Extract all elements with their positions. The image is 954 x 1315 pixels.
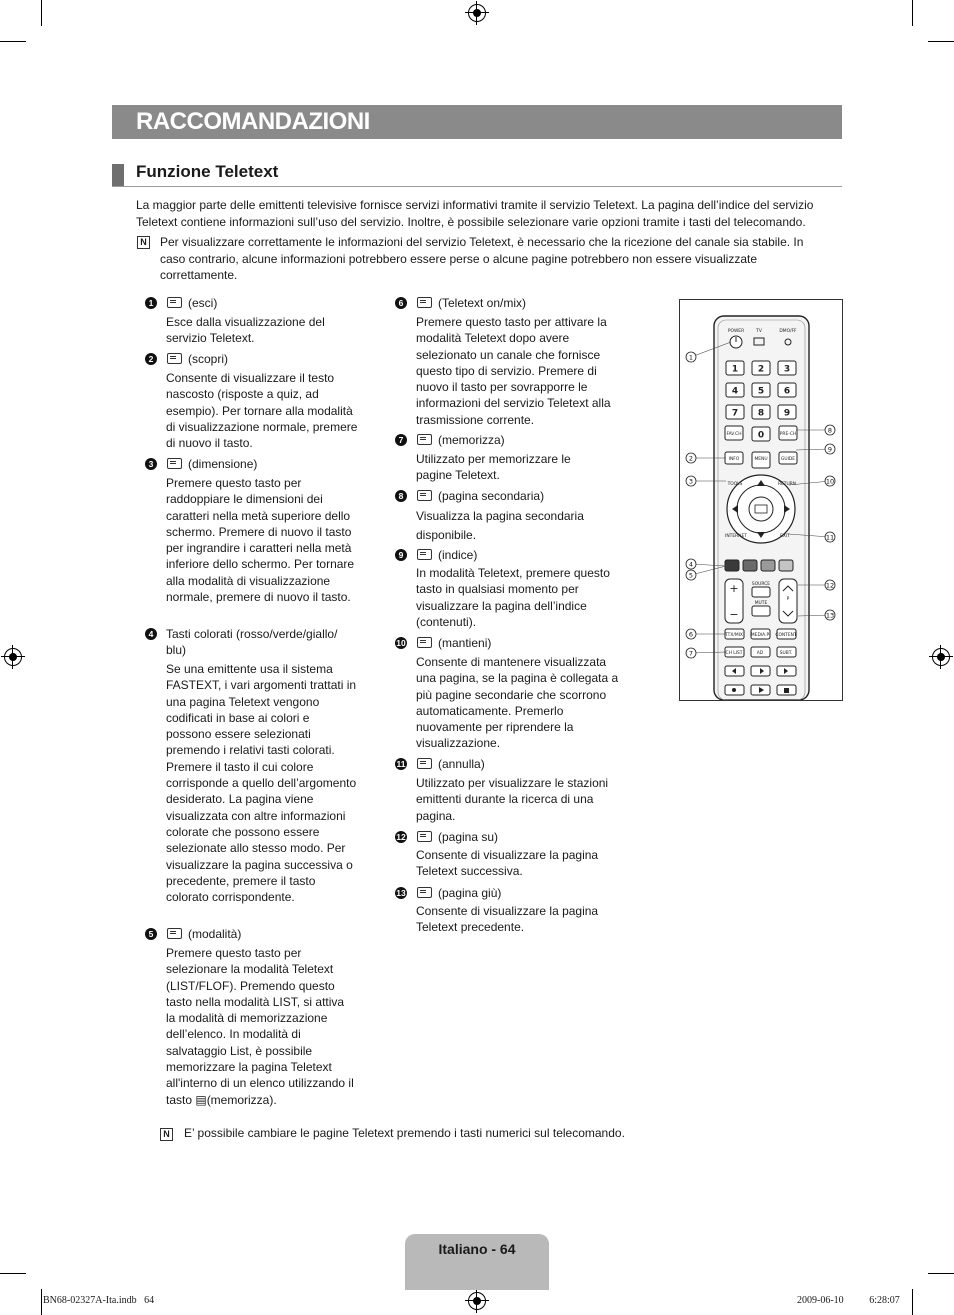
item-number: 11 [396,759,406,769]
crop-mark [912,1289,913,1315]
item-number: 7 [395,434,407,446]
page-title: RACCOMANDAZIONI [136,108,370,135]
remote-label: POWER [727,329,745,334]
callout-number: 5 [688,571,694,580]
remote-label: TV [756,329,762,334]
remote-label: INTERNET [725,534,747,539]
callout-number: 1 [688,353,694,362]
crop-mark [41,0,42,26]
item-number: 5 [145,928,157,940]
color-key [743,560,757,571]
remote-label: PRE-CH [779,432,797,437]
note-paragraph: E’ possibile cambiare le pagine Teletext premendo i tasti numerici sul telecomando. [184,1126,625,1140]
item-description: Premere questo tasto per attivare la modalità Teletext dopo avere selezionato un canale che fornisce questo tipo di servizio. Premere di nuovo il tasto per sovrapporre le informazioni del servizio Teletext alla trasmissione corrente. [416,315,611,427]
svg-text:5: 5 [757,386,765,397]
remote-control-icon [680,300,842,700]
callout-number: 2 [688,454,694,463]
subpage-key-icon [417,490,432,501]
reveal-key-icon [167,353,182,364]
section-title: Funzione Teletext [136,162,279,181]
digit-key-1 [726,361,744,375]
remote-label: TTX/MIX [725,633,743,638]
item-description: Utilizzato per visualizzare le stazioni emittenti durante la ricerca di una pagina. [416,776,609,823]
store-key-icon [417,434,432,445]
item-number: 2 [145,353,157,365]
item-number: 4 [145,628,157,640]
list-item [145,626,360,922]
remote-label: MUTE [754,601,768,606]
remote-label: MENU [754,457,768,462]
item-description: Consente di mantenere visualizzata una pagina, se la pagina è collegata a più pagine secondarie che scorrono automaticamente. Premerlo nuovamente per riprendere la visualizzazione. [416,655,619,751]
crop-mark [41,1289,42,1315]
svg-text:+: + [729,582,739,595]
crop-mark [928,41,954,42]
crop-mark [912,0,913,26]
exit-key-icon [167,297,182,308]
svg-text:1: 1 [731,364,739,375]
item-label: (pagina secondaria) [438,489,545,503]
item-description: Consente di visualizzare la pagina Teletext precedente. [416,904,599,935]
note-icon: N [137,236,150,249]
note-icon: N [160,1128,173,1141]
item-description: Se una emittente usa il sistema FASTEXT, i vari argomenti trattati in una pagina Teletext vengono codificati in base ai colori e possono essere selezionati premendo i relativi tasti colorati. Premere il tasto il cui colore corrisponde a quello dell’argomento desiderato. La pagina viene visualizzata con altre informazioni colorate che possono essere selezionate allo stesso modo. Per visualizzare la pagina successiva o precedente, premere il tasto colorato corrispondente. [166,662,357,905]
item-description: Consente di visualizzare la pagina Teletext successiva. [416,848,599,879]
remote-label: AD [756,651,764,656]
crop-mark [0,1273,26,1274]
svg-text:4: 4 [731,386,739,397]
list-item [145,351,360,455]
title-bar [112,105,842,139]
page-down-key-icon [417,887,432,898]
size-key-icon [167,458,182,469]
remote-label: SUBT. [779,651,793,656]
callout-number: 8 [827,426,833,435]
page-number-tab [405,1234,549,1290]
svg-text:7: 7 [731,408,739,419]
item-number: 1 [145,297,157,309]
page-number: Italiano - 64 [438,1241,516,1257]
digit-key-8 [752,405,770,419]
digit-key-3 [778,361,796,375]
digit-key-2 [752,361,770,375]
item-description: Premere questo tasto per selezionare la modalità Teletext (LIST/FLOF). Premendo questo tasto nella modalità LIST, si attiva la modalità di memorizzazione dell’elenco. In modalità di salvataggio List, è possibile memorizzare la pagina Teletext all'interno di un elenco utilizzando il tasto ▤(memorizza). [166,946,354,1107]
remote-label: INFO [728,457,740,462]
svg-text:−: − [729,608,739,621]
remote-label: FAV.CH [726,432,742,437]
svg-text:9: 9 [783,408,791,419]
callout-number: 3 [688,477,694,486]
callout-number: 12 [825,581,835,590]
remote-label: RETURN [777,482,797,487]
list-item [395,635,625,753]
print-date: 2009-06-10 ￿￿ 6:28:07 [797,1295,900,1306]
cancel-key-icon [417,758,432,769]
item-label: (pagina su) [438,830,499,844]
item-label: (indice) [438,548,478,562]
hold-key-icon [417,637,432,648]
callout-number: 6 [688,630,694,639]
registration-mark-icon [468,4,486,22]
callout-number: 11 [825,533,835,542]
digit-key-9 [778,405,796,419]
remote-label: MEDIA.P [750,633,770,638]
svg-text:0: 0 [757,430,765,441]
item-description: Utilizzato per memorizzare le pagine Teletext. [416,452,571,483]
digit-key-7 [726,405,744,419]
item-number: 8 [395,490,407,502]
callout-number: 9 [827,445,833,454]
digit-key-4 [726,383,744,397]
section-marker [112,164,124,186]
remote-label: EXIT [780,534,790,539]
crop-mark [928,1273,954,1274]
item-label: (modalità) [188,927,242,941]
list-item [395,885,625,937]
crop-mark [0,41,26,42]
item-description: Esce dalla visualizzazione del servizio Teletext. [166,315,325,346]
teletext-mix-key-icon [417,297,432,308]
item-label: (scopri) [188,352,229,366]
remote-label: TOOLS [727,482,743,487]
item-number: 10 [396,638,406,648]
item-description: Consente di visualizzare il testo nascosto (risposte a quiz, ad esempio). Per tornare alla modalità di visualizzazione normale, premere di nuovo il tasto. [166,371,358,451]
item-label: (annulla) [438,757,485,771]
color-key [779,560,793,571]
item-label: (memorizza) [438,433,505,447]
section-divider [112,186,842,187]
mode-key-icon [167,928,182,939]
registration-mark-icon [468,1292,486,1310]
index-key-icon [417,549,432,560]
list-item [395,432,625,484]
remote-label: CONTENT [775,633,797,638]
item-label: (esci) [188,296,218,310]
list-item [395,756,625,826]
digit-key-5 [752,383,770,397]
item-number: 3 [145,458,157,470]
list-item [395,488,625,544]
list-item [145,926,360,1108]
item-label: (pagina giù) [438,886,502,900]
item-description: Premere questo tasto per raddoppiare le dimensioni dei caratteri nella metà superiore dello schermo. Premere di nuovo il tasto per ingrandire i caratteri nella metà inferiore dello schermo. Per tornare alla modalità di visualizzazione normale, premere di nuovo il tasto. [166,476,355,605]
remote-label: P [786,597,790,602]
item-number: 6 [395,297,407,309]
note-paragraph: Per visualizzare correttamente le informazioni del servizio Teletext, è necessario che la ricezione del canale sia stabile. In caso contrario, alcune informazioni potrebbero essere perse o alcune pagine potrebbero non essere visualizzate correttamente. [160,235,804,282]
list-item [145,295,360,345]
item-number: 9 [395,549,407,561]
list-item [145,456,360,624]
svg-text:3: 3 [783,364,791,375]
digit-key-0 [752,427,770,441]
digit-key-6 [778,383,796,397]
callout-number: 7 [688,649,694,658]
page-up-key-icon [417,831,432,842]
item-description: Visualizza la pagina secondaria disponibile. [416,509,584,542]
list-item [395,829,625,881]
remote-label: CH LIST [725,651,743,656]
svg-text:6: 6 [783,386,791,397]
item-number: 12 [396,832,406,842]
remote-label: DMO/FF [779,329,797,334]
registration-mark-icon [932,648,950,666]
svg-text:8: 8 [757,408,765,419]
callout-number: 10 [825,477,835,486]
list-item [395,547,625,631]
file-info: BN68-02327A-Ita.indb 64 [43,1295,155,1306]
item-number: 13 [396,888,406,898]
item-label: (dimensione) [188,457,258,471]
color-key [761,560,775,571]
item-label: (mantieni) [438,636,492,650]
remote-label: GUIDE [780,457,796,462]
remote-label: SOURCE [751,582,771,587]
item-description: In modalità Teletext, premere questo tasto in qualsiasi momento per visualizzare la pagina dell’indice (contenuti). [416,566,610,629]
callout-number: 4 [688,560,694,569]
list-item [395,295,625,431]
callout-number: 13 [825,611,835,620]
item-label: (Teletext on/mix) [438,296,527,310]
intro-paragraph: La maggior parte delle emittenti televisive fornisce servizi informativi tramite il servizio Teletext. La pagina dell’indice del servizio Teletext contiene informazioni sull’uso del servizio. Inoltre, è possibile selezionare varie opzioni tramite i tasti del telecomando. [136,198,814,229]
color-key [725,560,739,571]
svg-text:2: 2 [757,364,765,375]
registration-mark-icon [4,648,22,666]
remote-control-illustration [679,299,843,701]
item-label: Tasti colorati (rosso/verde/giallo/ blu) [166,627,338,658]
